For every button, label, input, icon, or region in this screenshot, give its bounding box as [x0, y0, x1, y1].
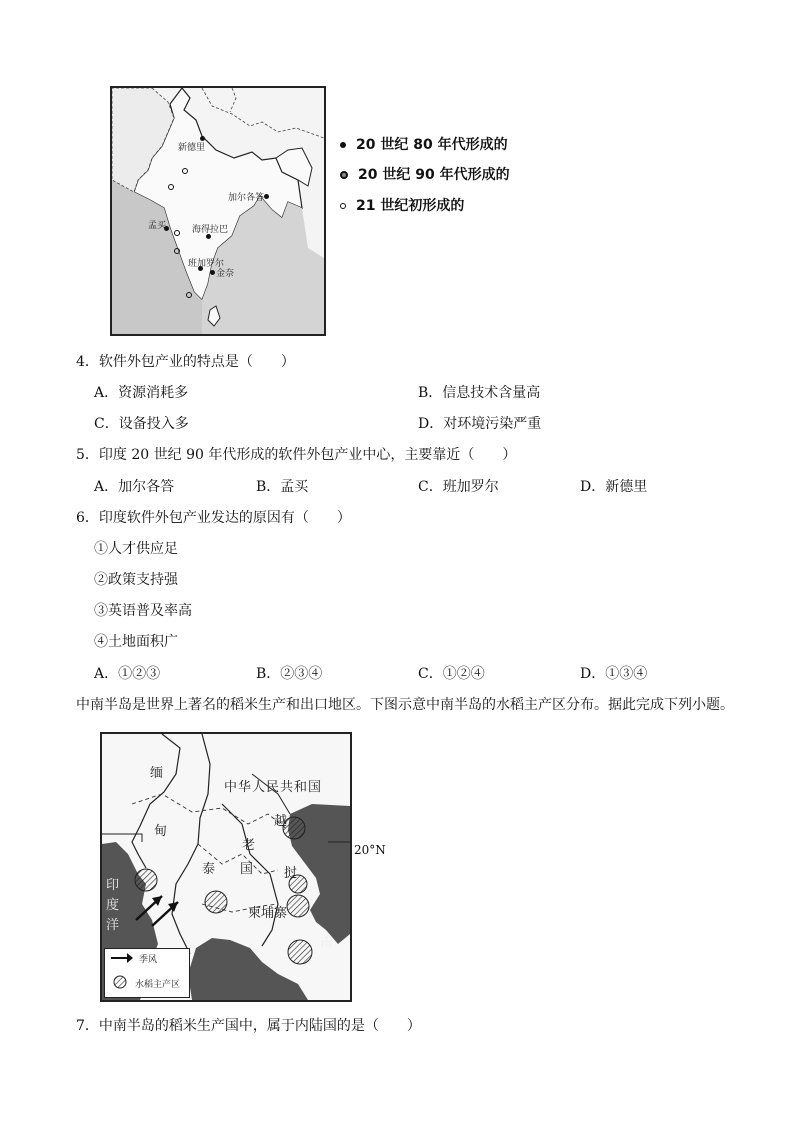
- india-map: [110, 86, 326, 336]
- city-label-delhi: 新德里: [178, 143, 206, 153]
- section-intro: 中南半岛是世界上著名的稻米生产和出口地区。下图示意中南半岛的水稻主产区分布。据此完成下列小题。: [76, 697, 734, 713]
- label-south: 南: [320, 936, 334, 951]
- india-outline: [112, 88, 324, 334]
- label-indian-3: 洋: [106, 918, 120, 933]
- legend-monsoon: 季风: [139, 955, 158, 965]
- city-dot-1: [182, 168, 188, 174]
- q5-option-c[interactable]: C．班加罗尔: [418, 479, 499, 495]
- label-indian-1: 印: [106, 878, 120, 893]
- city-dot-3: [174, 230, 180, 236]
- map2-legend: [104, 948, 190, 998]
- hollow-circle-icon: [340, 203, 346, 209]
- city-label-kolkata: 加尔各答: [228, 193, 265, 203]
- city-dot-kolkata: [264, 194, 269, 199]
- q6-option-a[interactable]: A．①②③: [94, 666, 161, 682]
- city-dot-chennai: [210, 270, 215, 275]
- city-label-mumbai: 孟买: [148, 221, 167, 231]
- q4-stem: 4．软件外包产业的特点是（ ）: [76, 354, 295, 370]
- q4-option-d[interactable]: D．对环境污染严重: [418, 416, 542, 432]
- label-indian-2: 度: [106, 898, 120, 913]
- q4-option-a[interactable]: A．资源消耗多: [94, 385, 189, 401]
- monsoon-arrow-head-icon: [127, 953, 133, 963]
- label-myanmar-2: 甸: [154, 824, 168, 839]
- label-thailand-2: 国: [240, 862, 254, 877]
- label-vietnam-2: 挝: [284, 866, 298, 881]
- q4-option-b[interactable]: B．信息技术含量高: [418, 385, 541, 401]
- legend-21c: 21 世纪初形成的: [340, 195, 464, 215]
- city-label-chennai: 金奈: [216, 269, 235, 279]
- label-vietnam-1: 越: [274, 814, 288, 829]
- q6-option-c[interactable]: C．①②④: [418, 666, 485, 682]
- city-label-hyderabad: 海得拉巴: [192, 225, 229, 235]
- label-cambodia: 柬埔寨: [248, 906, 288, 921]
- filled-dot-icon: [340, 142, 346, 148]
- q6-item-2: ②政策支持强: [94, 572, 178, 588]
- q7-stem: 7．中南半岛的稻米生产国中，属于内陆国的是（ ）: [76, 1018, 421, 1034]
- city-dot-5: [186, 292, 192, 298]
- q5-option-b[interactable]: B．孟买: [256, 479, 309, 495]
- q6-item-4: ④土地面积广: [94, 634, 178, 650]
- label-laos: 老: [242, 838, 256, 853]
- city-dot-2: [168, 184, 174, 190]
- label-china: 中华人民共和国: [224, 780, 323, 795]
- q6-option-d[interactable]: D．①③④: [580, 666, 648, 682]
- lat-20n: 20°N: [354, 843, 386, 857]
- legend-80s: 20 世纪 80 年代形成的: [340, 134, 508, 154]
- indochina-map: [100, 732, 352, 1002]
- rice-area-icon: [113, 975, 127, 989]
- q6-item-1: ①人才供应足: [94, 541, 178, 557]
- q5-stem: 5．印度 20 世纪 90 年代形成的软件外包产业中心，主要靠近（ ）: [76, 447, 517, 463]
- q6-item-3: ③英语普及率高: [94, 603, 192, 619]
- q4-option-c[interactable]: C．设备投入多: [94, 416, 189, 432]
- dotted-circle-icon: [340, 171, 348, 179]
- q5-option-a[interactable]: A．加尔各答: [94, 479, 175, 495]
- q5-option-d[interactable]: D．新德里: [580, 479, 648, 495]
- label-thailand-1: 泰: [202, 862, 216, 877]
- city-dot-4: [174, 248, 180, 254]
- q6-option-b[interactable]: B．②③④: [256, 666, 323, 682]
- q6-stem: 6．印度软件外包产业发达的原因有（ ）: [76, 510, 351, 526]
- legend-90s: 20 世纪 90 年代形成的: [340, 164, 510, 184]
- legend-rice: 水稻主产区: [135, 980, 181, 990]
- city-label-bangalore: 班加罗尔: [188, 259, 225, 269]
- label-myanmar-1: 缅: [150, 766, 164, 781]
